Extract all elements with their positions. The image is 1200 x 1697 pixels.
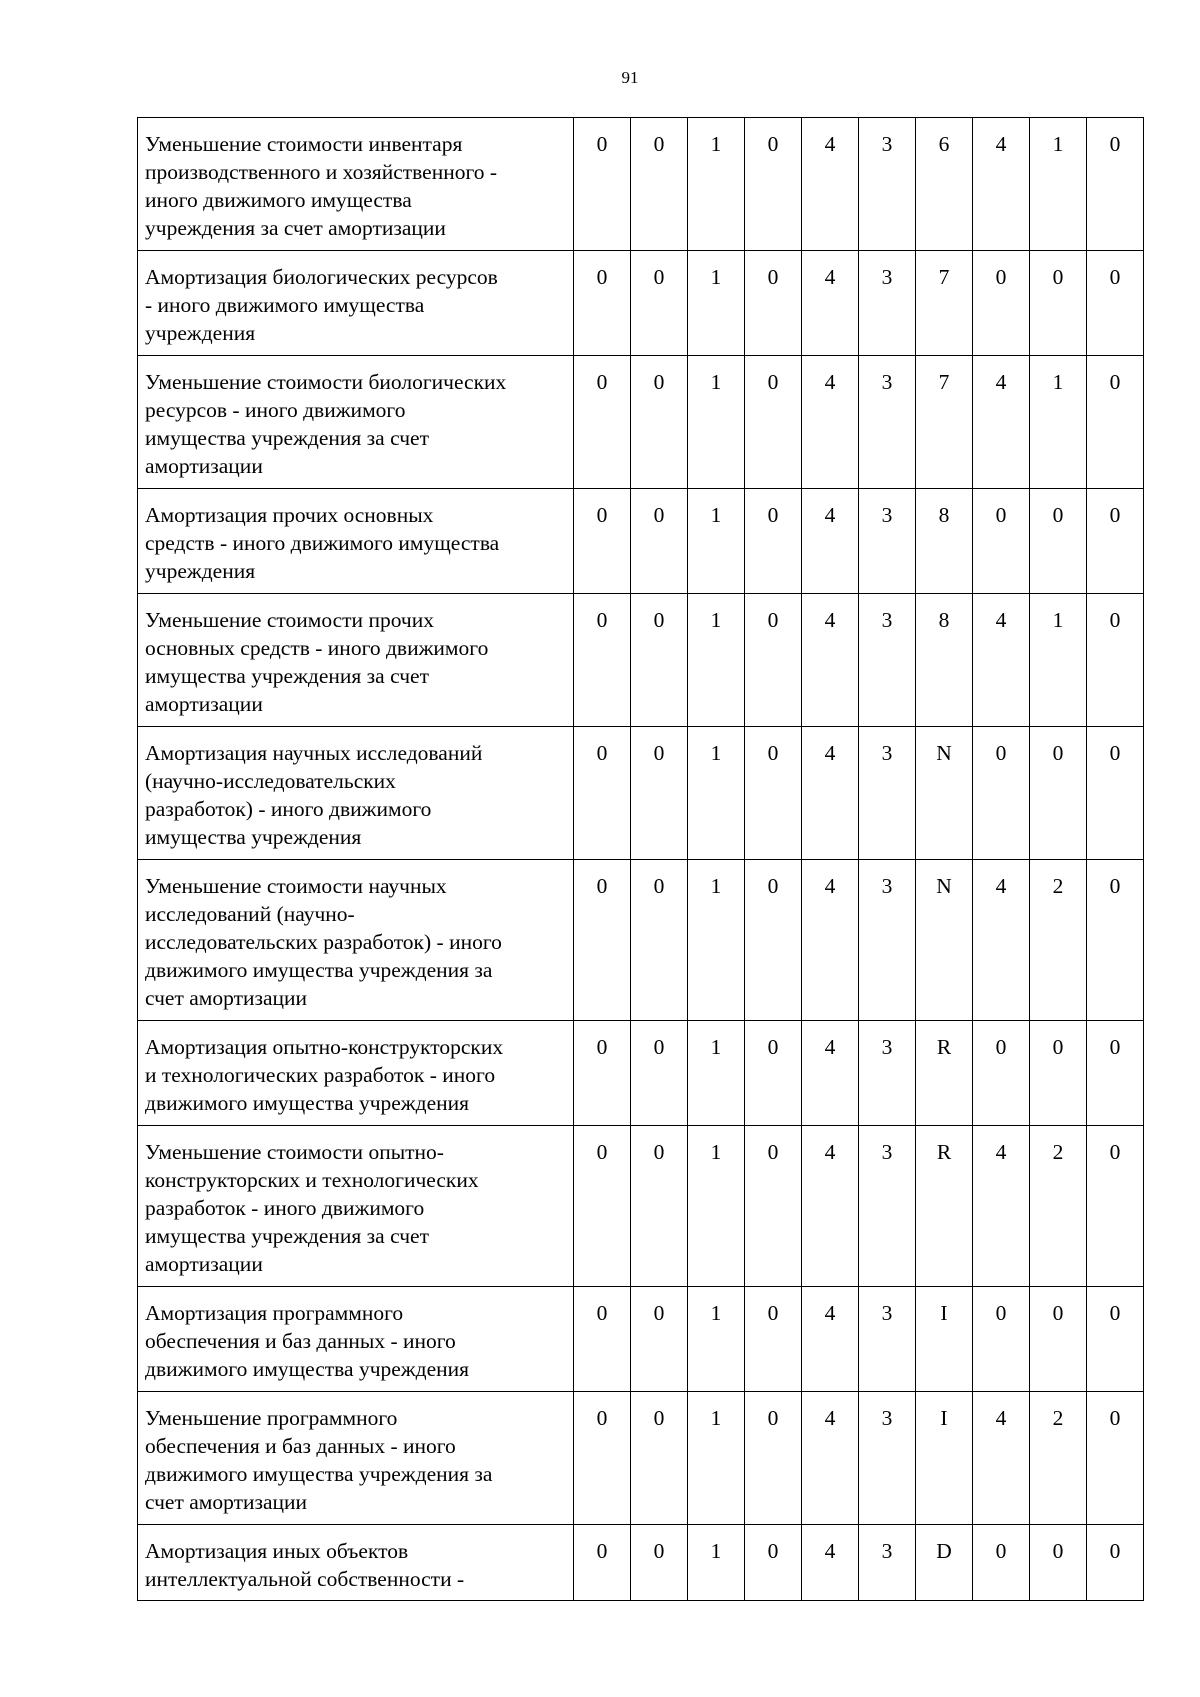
- table-row: [138, 727, 1144, 860]
- description-line: учреждения за счет амортизации: [145, 216, 446, 240]
- code-digit-cell: 3: [859, 727, 916, 860]
- code-digit-cell: 0: [631, 727, 688, 860]
- account-description-cell: [138, 594, 574, 727]
- code-digit-cell: 4: [973, 594, 1030, 727]
- description-line: и технологических разработок - иного: [145, 1063, 496, 1087]
- description-line: Уменьшение стоимости инвентаря: [145, 132, 463, 156]
- description-line: Уменьшение стоимости биологических: [145, 370, 507, 394]
- description-line: основных средств - иного движимого: [145, 636, 489, 660]
- code-digit-cell: 0: [574, 1525, 631, 1601]
- code-digit-cell: 0: [745, 1287, 802, 1392]
- code-digit-cell: 0: [745, 1126, 802, 1287]
- code-digit-cell: 1: [688, 1525, 745, 1601]
- description-line: Амортизация иных объектов: [145, 1539, 409, 1563]
- code-digit-cell: R: [916, 1021, 973, 1126]
- code-digit-cell: 4: [802, 1287, 859, 1392]
- account-description-cell: [138, 860, 574, 1021]
- code-digit-cell: 2: [1030, 860, 1087, 1021]
- code-digit-cell: 4: [802, 1021, 859, 1126]
- table-row: [138, 1525, 1144, 1601]
- code-digit-cell: 4: [802, 1126, 859, 1287]
- description-line: Уменьшение стоимости прочих: [145, 608, 434, 632]
- code-digit-cell: 4: [802, 1392, 859, 1525]
- account-description-cell: [138, 1287, 574, 1392]
- code-digit-cell: 0: [1030, 251, 1087, 356]
- code-digit-cell: 4: [802, 489, 859, 594]
- code-digit-cell: 7: [916, 251, 973, 356]
- account-codes-table: [137, 117, 1144, 1601]
- code-digit-cell: 0: [745, 727, 802, 860]
- code-digit-cell: 0: [745, 860, 802, 1021]
- code-digit-cell: 3: [859, 1126, 916, 1287]
- code-digit-cell: 0: [745, 251, 802, 356]
- code-digit-cell: 4: [802, 118, 859, 251]
- description-line: Уменьшение стоимости опытно-: [145, 1140, 444, 1164]
- code-digit-cell: 1: [688, 1126, 745, 1287]
- code-digit-cell: 3: [859, 1525, 916, 1601]
- code-digit-cell: 0: [1030, 1021, 1087, 1126]
- description-line: Амортизация прочих основных: [145, 503, 434, 527]
- code-digit-cell: 1: [1030, 118, 1087, 251]
- account-description-cell: [138, 1021, 574, 1126]
- account-description-cell: [138, 1126, 574, 1287]
- code-digit-cell: 0: [1030, 727, 1087, 860]
- code-digit-cell: 1: [688, 489, 745, 594]
- table-row: [138, 489, 1144, 594]
- description-line: ресурсов - иного движимого: [145, 398, 406, 422]
- code-digit-cell: 0: [631, 1287, 688, 1392]
- code-digit-cell: 0: [1087, 594, 1144, 727]
- table-body: [138, 118, 1144, 1601]
- description-line: амортизации: [145, 692, 263, 716]
- code-digit-cell: 4: [973, 118, 1030, 251]
- code-digit-cell: 2: [1030, 1392, 1087, 1525]
- code-digit-cell: 1: [688, 860, 745, 1021]
- code-digit-cell: 0: [574, 489, 631, 594]
- code-digit-cell: I: [916, 1287, 973, 1392]
- code-digit-cell: R: [916, 1126, 973, 1287]
- description-line: учреждения: [145, 559, 256, 583]
- description-line: имущества учреждения: [145, 825, 362, 849]
- table-row: [138, 594, 1144, 727]
- code-digit-cell: 0: [631, 1392, 688, 1525]
- table-row: [138, 1126, 1144, 1287]
- code-digit-cell: N: [916, 727, 973, 860]
- code-digit-cell: 0: [574, 1287, 631, 1392]
- account-description-cell: [138, 356, 574, 489]
- table-row: [138, 860, 1144, 1021]
- code-digit-cell: N: [916, 860, 973, 1021]
- code-digit-cell: 0: [574, 1021, 631, 1126]
- code-digit-cell: 4: [802, 1525, 859, 1601]
- code-digit-cell: 0: [1087, 860, 1144, 1021]
- code-digit-cell: 0: [1087, 356, 1144, 489]
- code-digit-cell: 0: [1087, 251, 1144, 356]
- code-digit-cell: 0: [574, 727, 631, 860]
- code-digit-cell: 1: [1030, 594, 1087, 727]
- code-digit-cell: 0: [574, 1126, 631, 1287]
- code-digit-cell: 0: [631, 1126, 688, 1287]
- description-line: счет амортизации: [145, 1490, 308, 1514]
- code-digit-cell: 1: [688, 594, 745, 727]
- code-digit-cell: 0: [631, 1021, 688, 1126]
- code-digit-cell: 1: [688, 251, 745, 356]
- description-line: Амортизация биологических ресурсов: [145, 265, 498, 289]
- code-digit-cell: 0: [631, 251, 688, 356]
- code-digit-cell: 0: [1087, 489, 1144, 594]
- code-digit-cell: 0: [745, 1392, 802, 1525]
- code-digit-cell: 4: [802, 860, 859, 1021]
- code-digit-cell: 3: [859, 489, 916, 594]
- code-digit-cell: 1: [688, 1287, 745, 1392]
- code-digit-cell: 1: [688, 1392, 745, 1525]
- code-digit-cell: 7: [916, 356, 973, 489]
- code-digit-cell: 0: [1030, 1287, 1087, 1392]
- code-digit-cell: D: [916, 1525, 973, 1601]
- table-row: [138, 251, 1144, 356]
- code-digit-cell: 0: [1087, 1525, 1144, 1601]
- code-digit-cell: 3: [859, 1021, 916, 1126]
- code-digit-cell: 0: [574, 1392, 631, 1525]
- code-digit-cell: 0: [574, 356, 631, 489]
- code-digit-cell: I: [916, 1392, 973, 1525]
- code-digit-cell: 4: [802, 356, 859, 489]
- code-digit-cell: 4: [973, 1126, 1030, 1287]
- description-line: имущества учреждения за счет: [145, 664, 429, 688]
- description-line: счет амортизации: [145, 986, 308, 1010]
- code-digit-cell: 0: [973, 1287, 1030, 1392]
- code-digit-cell: 0: [574, 118, 631, 251]
- code-digit-cell: 0: [1087, 727, 1144, 860]
- code-digit-cell: 0: [631, 489, 688, 594]
- code-digit-cell: 0: [631, 356, 688, 489]
- code-digit-cell: 0: [973, 251, 1030, 356]
- code-digit-cell: 0: [745, 118, 802, 251]
- code-digit-cell: 0: [631, 118, 688, 251]
- description-line: амортизации: [145, 454, 263, 478]
- code-digit-cell: 2: [1030, 1126, 1087, 1287]
- code-digit-cell: 3: [859, 1392, 916, 1525]
- description-line: производственного и хозяйственного -: [145, 160, 498, 184]
- account-description-cell: [138, 1392, 574, 1525]
- description-line: амортизации: [145, 1252, 263, 1276]
- code-digit-cell: 0: [973, 489, 1030, 594]
- description-line: Уменьшение программного: [145, 1406, 398, 1430]
- table-row: [138, 1021, 1144, 1126]
- description-line: исследований (научно-: [145, 902, 355, 926]
- code-digit-cell: 1: [688, 727, 745, 860]
- code-digit-cell: 6: [916, 118, 973, 251]
- description-line: разработок) - иного движимого: [145, 797, 432, 821]
- code-digit-cell: 0: [745, 489, 802, 594]
- code-digit-cell: 0: [745, 1021, 802, 1126]
- code-digit-cell: 0: [1087, 1126, 1144, 1287]
- code-digit-cell: 8: [916, 489, 973, 594]
- code-digit-cell: 4: [973, 1392, 1030, 1525]
- code-digit-cell: 0: [1087, 1021, 1144, 1126]
- code-digit-cell: 0: [1087, 118, 1144, 251]
- code-digit-cell: 4: [802, 251, 859, 356]
- code-digit-cell: 3: [859, 1287, 916, 1392]
- code-digit-cell: 0: [631, 1525, 688, 1601]
- description-line: Амортизация научных исследований: [145, 741, 483, 765]
- code-digit-cell: 0: [574, 860, 631, 1021]
- code-digit-cell: 4: [973, 356, 1030, 489]
- description-line: разработок - иного движимого: [145, 1196, 425, 1220]
- code-digit-cell: 4: [802, 727, 859, 860]
- description-line: (научно-исследовательских: [145, 769, 396, 793]
- account-description-cell: [138, 727, 574, 860]
- code-digit-cell: 3: [859, 860, 916, 1021]
- description-line: имущества учреждения за счет: [145, 1224, 429, 1248]
- code-digit-cell: 0: [1030, 1525, 1087, 1601]
- description-line: Уменьшение стоимости научных: [145, 874, 447, 898]
- code-digit-cell: 0: [631, 594, 688, 727]
- code-digit-cell: 1: [688, 1021, 745, 1126]
- description-line: Амортизация программного: [145, 1301, 404, 1325]
- code-digit-cell: 4: [973, 860, 1030, 1021]
- description-line: движимого имущества учреждения: [145, 1091, 470, 1115]
- table-row: [138, 118, 1144, 251]
- code-digit-cell: 0: [574, 251, 631, 356]
- code-digit-cell: 0: [1087, 1287, 1144, 1392]
- code-digit-cell: 3: [859, 118, 916, 251]
- account-description-cell: [138, 1525, 574, 1601]
- code-digit-cell: 0: [1087, 1392, 1144, 1525]
- description-line: исследовательских разработок) - иного: [145, 930, 502, 954]
- description-line: учреждения: [145, 321, 256, 345]
- code-digit-cell: 3: [859, 356, 916, 489]
- description-line: движимого имущества учреждения: [145, 1357, 470, 1381]
- table-row: [138, 356, 1144, 489]
- description-line: конструкторских и технологических: [145, 1168, 479, 1192]
- code-digit-cell: 4: [802, 594, 859, 727]
- description-line: - иного движимого имущества: [145, 293, 425, 317]
- code-digit-cell: 8: [916, 594, 973, 727]
- page-number: 91: [621, 68, 639, 87]
- description-line: средств - иного движимого имущества: [145, 531, 500, 555]
- description-line: обеспечения и баз данных - иного: [145, 1434, 456, 1458]
- account-description-cell: [138, 251, 574, 356]
- code-digit-cell: 1: [688, 356, 745, 489]
- code-digit-cell: 0: [745, 1525, 802, 1601]
- description-line: обеспечения и баз данных - иного: [145, 1329, 456, 1353]
- code-digit-cell: 0: [973, 1525, 1030, 1601]
- code-digit-cell: 0: [745, 594, 802, 727]
- code-digit-cell: 0: [1030, 489, 1087, 594]
- code-digit-cell: 0: [745, 356, 802, 489]
- description-line: Амортизация опытно-конструкторских: [145, 1035, 504, 1059]
- code-digit-cell: 1: [688, 118, 745, 251]
- code-digit-cell: 0: [574, 594, 631, 727]
- account-description-cell: [138, 118, 574, 251]
- table-row: [138, 1287, 1144, 1392]
- description-line: иного движимого имущества: [145, 188, 412, 212]
- code-digit-cell: 3: [859, 251, 916, 356]
- account-description-cell: [138, 489, 574, 594]
- code-digit-cell: 0: [973, 727, 1030, 860]
- code-digit-cell: 1: [1030, 356, 1087, 489]
- description-line: движимого имущества учреждения за: [145, 958, 493, 982]
- code-digit-cell: 0: [973, 1021, 1030, 1126]
- description-line: интеллектуальной собственности -: [145, 1567, 465, 1591]
- description-line: движимого имущества учреждения за: [145, 1462, 493, 1486]
- table-row: [138, 1392, 1144, 1525]
- description-line: имущества учреждения за счет: [145, 426, 429, 450]
- code-digit-cell: 3: [859, 594, 916, 727]
- code-digit-cell: 0: [631, 860, 688, 1021]
